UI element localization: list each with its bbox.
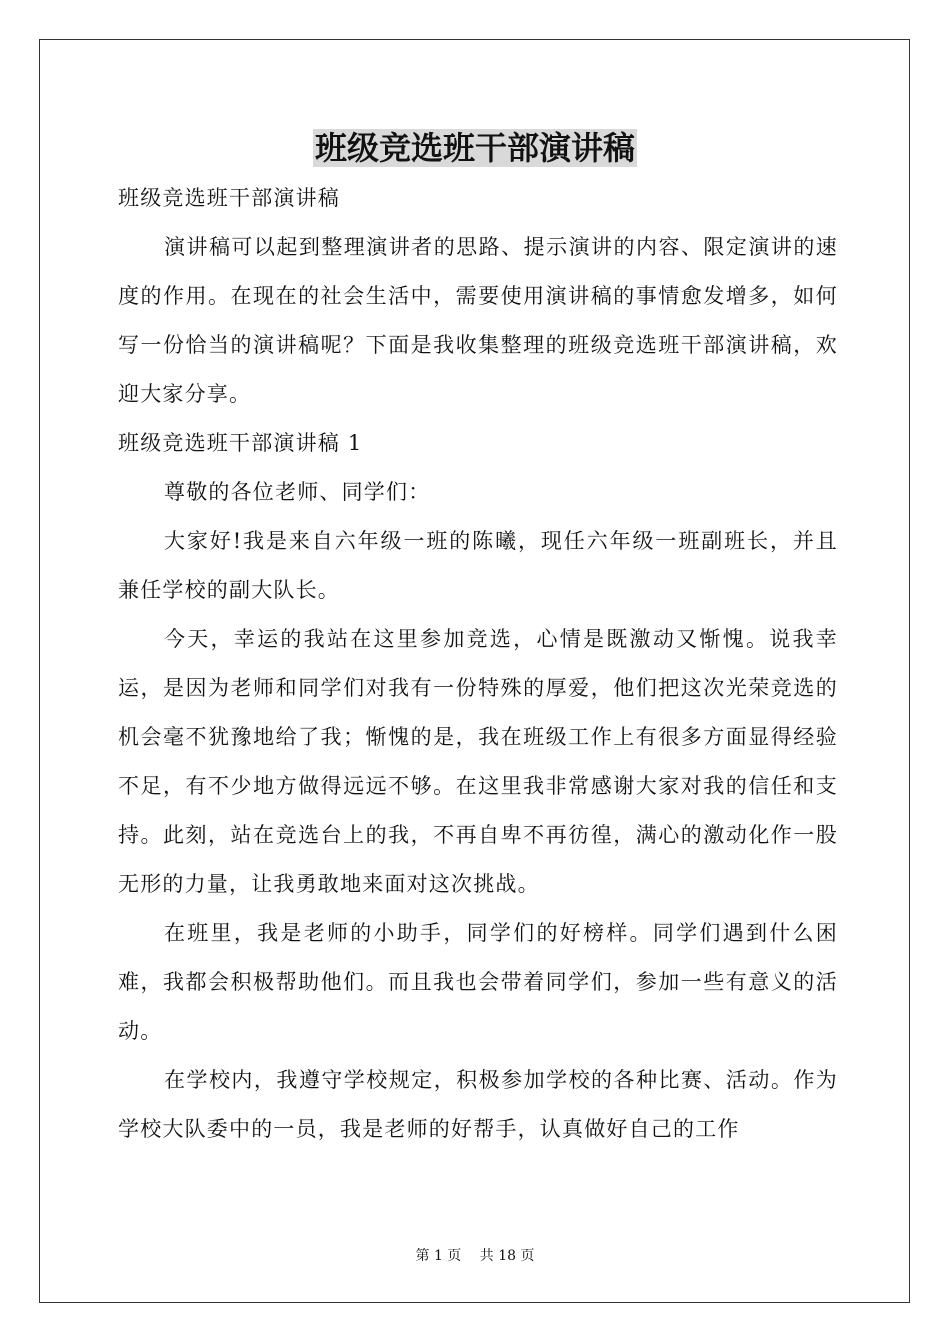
- body-paragraph: 大家好!我是来自六年级一班的陈曦，现任六年级一班副班长，并且兼任学校的副大队长。: [118, 529, 838, 602]
- body-paragraph: 在班里，我是老师的小助手，同学们的好榜样。同学们遇到什么困难，我都会积极帮助他们。而且我也会带着同学们，参加一些有意义的活动。: [118, 921, 838, 1043]
- body-paragraph: 在学校内，我遵守学校规定，积极参加学校的各种比赛、活动。作为学校大队委中的一员，我是老师的好帮手，认真做好自己的工作: [118, 1068, 838, 1141]
- body-paragraph: 尊敬的各位老师、同学们：: [164, 480, 431, 504]
- section-heading: 班级竞选班干部演讲稿: [118, 186, 340, 210]
- document-title: [0, 124, 950, 172]
- document-title-text: 班级竞选班干部演讲稿: [314, 129, 635, 167]
- body-paragraph: 演讲稿可以起到整理演讲者的思路、提示演讲的内容、限定演讲的速度的作用。在现在的社会生活中，需要使用演讲稿的事情愈发增多，如何写一份恰当的演讲稿呢？下面是我收集整理的班级竞选班干部演讲稿，欢迎大家分享。: [118, 235, 838, 406]
- body-paragraph: 今天，幸运的我站在这里参加竞选，心情是既激动又惭愧。说我幸运，是因为老师和同学们对我有一份特殊的厚爱，他们把这次光荣竞选的机会毫不犹豫地给了我；惭愧的是，我在班级工作上有很多方面显得经验不足，有不少地方做得远远不够。在这里我非常感谢大家对我的信任和支持。此刻，站在竞选台上的我，不再自卑不再彷徨，满心的激动化作一股无形的力量，让我勇敢地来面对这次挑战。: [118, 627, 838, 896]
- document-body: [118, 174, 838, 1154]
- section-heading: 班级竞选班干部演讲稿 1: [118, 431, 363, 455]
- page-footer: 第 1 页 共 18 页: [415, 1248, 535, 1264]
